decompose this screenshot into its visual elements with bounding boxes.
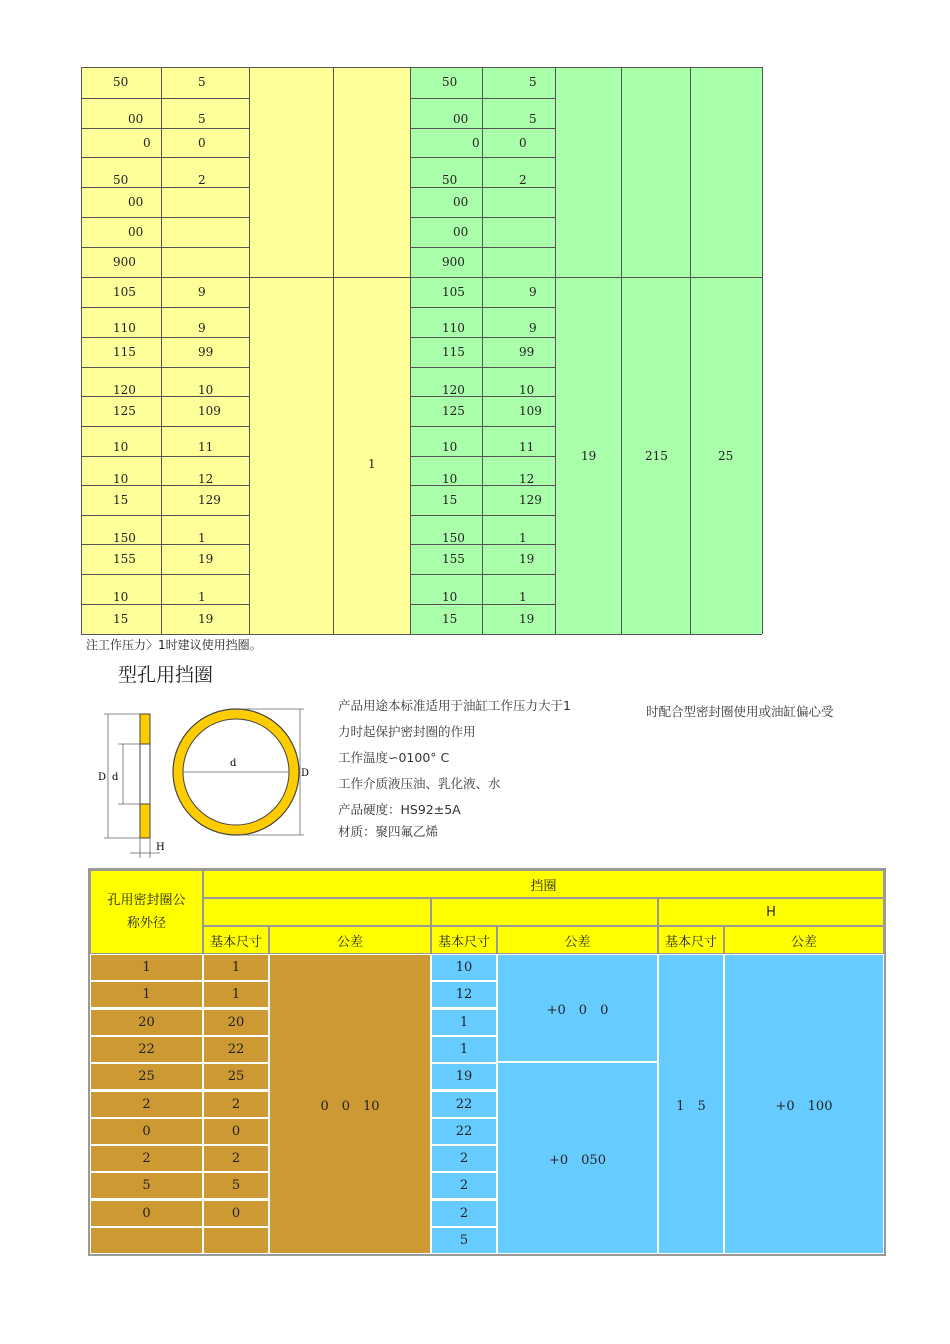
nominal-diameter-cell: 1 [90,954,203,981]
desc-line-3: 工作温度∽0100° C [338,750,450,765]
grid-line-h [249,67,410,68]
grid-line-v [410,67,411,634]
outer-diameter-cell-green: 00 [453,195,469,209]
header-main-label: 孔用密封圈公称外径 [107,893,186,931]
basic-size-cell-2: 2 [431,1145,497,1172]
grid-line-h [410,187,555,188]
grid-line-v [482,67,483,634]
grid-line-h [410,277,555,278]
outer-diameter-cell-green: 105 [442,285,465,299]
outer-diameter-cell-green: 150 [442,531,465,545]
grid-line-v [762,67,763,634]
grid-line-v [81,67,82,634]
outer-diameter-cell: 15 [113,612,129,626]
outer-diameter-cell: 10 [113,440,129,454]
outer-diameter-cell: 50 [113,75,129,89]
nominal-diameter-cell: 2 [90,1091,203,1118]
inner-diameter-cell-green: 11 [519,440,535,454]
outer-diameter-cell: 120 [113,383,136,397]
grid-line-h [410,426,555,427]
outer-diameter-cell-green: 50 [442,173,458,187]
basic-size-cell-2: 1 [431,1036,497,1063]
header-col-basic: 基本尺寸 [658,926,724,954]
grid-line-h [81,604,249,605]
inner-diameter-cell: 0 [198,136,206,150]
desc-line-4: 工作介质液压油、乳化液、水 [338,776,501,791]
inner-diameter-cell-green: 19 [519,612,535,626]
nominal-diameter-cell: 0 [90,1200,203,1227]
basic-size-cell-2: 2 [431,1200,497,1227]
outer-diameter-cell: 50 [113,173,129,187]
grid-line-h [410,544,555,545]
grid-line-h [410,128,555,129]
header-col-basic: 基本尺寸 [203,926,269,954]
merged-size-cell: 215 [645,449,668,463]
header-sub-blank [203,898,431,926]
grid-line-h [81,247,249,248]
tolerance-cell-2b: +0 050 [497,1062,658,1254]
basic-size-cell-1: 5 [203,1172,269,1199]
inner-diameter-cell: 2 [198,173,206,187]
inner-diameter-cell-green: 1 [519,531,527,545]
grid-line-h [410,515,555,516]
basic-size-cell-1: 22 [203,1036,269,1063]
grid-line-h [81,187,249,188]
basic-size-cell-1: 0 [203,1118,269,1145]
grid-line-h [410,307,555,308]
side-view-top [140,714,150,744]
tolerance-cell-2a: +0 0 0 [497,954,658,1062]
grid-line-v [333,67,334,634]
inner-diameter-cell-green: 9 [529,285,537,299]
outer-diameter-cell: 105 [113,285,136,299]
inner-diameter-cell-green: 0 [519,136,527,150]
outer-diameter-cell: 15 [113,493,129,507]
basic-size-cell-1: 2 [203,1145,269,1172]
inner-diameter-cell: 19 [198,612,214,626]
header-col-basic: 基本尺寸 [431,926,497,954]
outer-diameter-cell-green: 00 [453,225,469,239]
inner-diameter-cell: 10 [198,383,214,397]
outer-diameter-cell-green: 900 [442,255,465,269]
grid-line-v [555,67,556,634]
grid-line-h [81,277,249,278]
header-sub-blank [431,898,658,926]
grid-line-h [81,67,249,68]
merged-pressure-cell: 1 [368,457,376,471]
grid-line-v [249,67,250,634]
grid-line-h [410,456,555,457]
grid-line-h [81,337,249,338]
outer-diameter-cell-green: 155 [442,552,465,566]
grid-line-h [81,307,249,308]
grid-line-h [81,485,249,486]
desc-line-2: 力时起保护密封圈的作用 [338,724,476,739]
outer-diameter-cell-green: 15 [442,612,458,626]
grid-line-h [555,67,762,68]
outer-diameter-cell: 10 [113,472,129,486]
outer-diameter-cell-green: 120 [442,383,465,397]
grid-line-h [410,367,555,368]
nominal-diameter-cell: 5 [90,1172,203,1199]
tolerance-cell-1: 0 0 10 [269,954,431,1254]
product-description [338,696,898,839]
inner-diameter-cell-green: 12 [519,472,535,486]
inner-diameter-cell: 11 [198,440,214,454]
outer-diameter-cell-green: 115 [442,345,465,359]
inner-diameter-cell: 19 [198,552,214,566]
outer-diameter-cell-green: 0 [472,136,480,150]
basic-size-cell-1: 20 [203,1009,269,1036]
outer-diameter-cell: 10 [113,590,129,604]
nominal-diameter-cell [90,1227,203,1254]
outer-diameter-cell-green: 110 [442,321,465,335]
grid-line-h [81,456,249,457]
inner-diameter-cell-green: 2 [519,173,527,187]
basic-size-cell-1: 1 [203,981,269,1008]
inner-diameter-cell: 129 [198,493,221,507]
outer-diameter-cell: 0 [143,136,151,150]
nominal-diameter-cell: 0 [90,1118,203,1145]
basic-size-cell-1 [203,1227,269,1254]
outer-diameter-cell: 110 [113,321,136,335]
header-group-cell: 挡圈 [203,870,884,898]
grid-line-h [81,544,249,545]
inner-diameter-cell: 1 [198,531,206,545]
grid-line-h [555,277,762,278]
basic-size-cell-1: 0 [203,1200,269,1227]
label-d-ring: d [230,758,237,769]
inner-diameter-cell-green: 9 [529,321,537,335]
outer-diameter-cell-green: 15 [442,493,458,507]
inner-diameter-cell: 99 [198,345,214,359]
label-H: H [156,842,165,853]
side-view-bottom [140,804,150,838]
grid-line-v [621,67,622,634]
grid-line-h [81,515,249,516]
grid-line-h [249,634,410,635]
basic-size-cell-2: 10 [431,954,497,981]
grid-line-h [410,67,555,68]
grid-line-h [81,574,249,575]
label-D-ring: D [301,768,310,779]
inner-diameter-cell: 9 [198,285,206,299]
outer-diameter-cell-green: 10 [442,440,458,454]
grid-line-h [410,604,555,605]
inner-diameter-cell-green: 99 [519,345,535,359]
inner-diameter-cell: 109 [198,404,221,418]
tolerance-cell-3: +0 100 [724,954,884,1254]
basic-size-cell-2: 19 [431,1063,497,1090]
basic-size-cell-2: 22 [431,1118,497,1145]
inner-diameter-cell-green: 129 [519,493,542,507]
desc-line-5: 产品硬度：HS92±5A [338,802,461,817]
label-D-left: D [98,772,107,783]
desc-right-fragment: 时配合型密封圈使用或油缸偏心受 [646,704,834,719]
grid-line-h [410,217,555,218]
header-col-tol: 公差 [724,926,884,954]
grid-line-h [81,98,249,99]
grid-line-v [161,67,162,634]
inner-diameter-cell-green: 19 [519,552,535,566]
inner-diameter-cell: 9 [198,321,206,335]
inner-diameter-cell: 12 [198,472,214,486]
outer-diameter-cell-green: 00 [453,112,469,126]
header-main-cell [90,870,203,954]
grid-line-h [81,396,249,397]
grid-line-h [410,247,555,248]
basic-size-cell-2: 1 [431,1009,497,1036]
header-sub-h: H [658,898,884,926]
basic-size-cell-2: 2 [431,1172,497,1199]
retaining-ring-diagram [90,700,330,865]
nominal-diameter-cell: 1 [90,981,203,1008]
nominal-diameter-cell: 25 [90,1063,203,1090]
nominal-diameter-cell: 2 [90,1145,203,1172]
grid-line-h [410,98,555,99]
grid-line-h [410,574,555,575]
basic-size-cell-2: 5 [431,1227,497,1254]
grid-line-h [81,157,249,158]
inner-diameter-cell-green: 1 [519,590,527,604]
basic-size-cell-3: 1 5 [658,954,724,1254]
label-d-left: d [112,772,119,783]
merged-size-cell: 25 [718,449,734,463]
grid-line-h [81,217,249,218]
pressure-note: 注工作压力〉1时建议使用挡圈。 [86,638,262,652]
outer-diameter-cell: 155 [113,552,136,566]
basic-size-cell-1: 2 [203,1091,269,1118]
outer-diameter-cell: 115 [113,345,136,359]
outer-diameter-cell: 900 [113,255,136,269]
outer-diameter-cell-green: 10 [442,590,458,604]
inner-diameter-cell: 1 [198,590,206,604]
outer-diameter-cell: 150 [113,531,136,545]
inner-diameter-cell-green: 10 [519,383,535,397]
outer-diameter-cell-green: 10 [442,472,458,486]
outer-diameter-cell-green: 50 [442,75,458,89]
desc-line-1: 产品用途本标准适用于油缸工作压力大于1 [338,698,571,713]
grid-line-h [555,634,762,635]
basic-size-cell-2: 12 [431,981,497,1008]
outer-diameter-cell: 00 [128,112,144,126]
grid-line-h [249,277,410,278]
inner-diameter-cell: 5 [198,112,206,126]
header-col-tol: 公差 [269,926,431,954]
merged-size-cell: 19 [581,449,597,463]
inner-diameter-cell-green: 5 [529,112,537,126]
inner-diameter-cell-green: 109 [519,404,542,418]
desc-line-6: 材质：聚四氟乙烯 [338,824,439,839]
header-col-tol: 公差 [497,926,658,954]
outer-diameter-cell: 125 [113,404,136,418]
grid-line-v [690,67,691,634]
basic-size-cell-2: 22 [431,1091,497,1118]
outer-diameter-cell: 00 [128,195,144,209]
basic-size-cell-1: 1 [203,954,269,981]
outer-diameter-cell: 00 [128,225,144,239]
outer-diameter-cell-green: 125 [442,404,465,418]
inner-diameter-cell-green: 5 [529,75,537,89]
basic-size-cell-1: 25 [203,1063,269,1090]
grid-line-h [410,337,555,338]
grid-line-h [81,634,249,635]
grid-line-h [81,128,249,129]
grid-line-h [81,426,249,427]
nominal-diameter-cell: 20 [90,1009,203,1036]
nominal-diameter-cell: 22 [90,1036,203,1063]
section-title: 型孔用挡圈 [118,664,214,686]
inner-diameter-cell: 5 [198,75,206,89]
grid-line-h [410,157,555,158]
grid-line-h [410,634,555,635]
grid-line-h [81,367,249,368]
